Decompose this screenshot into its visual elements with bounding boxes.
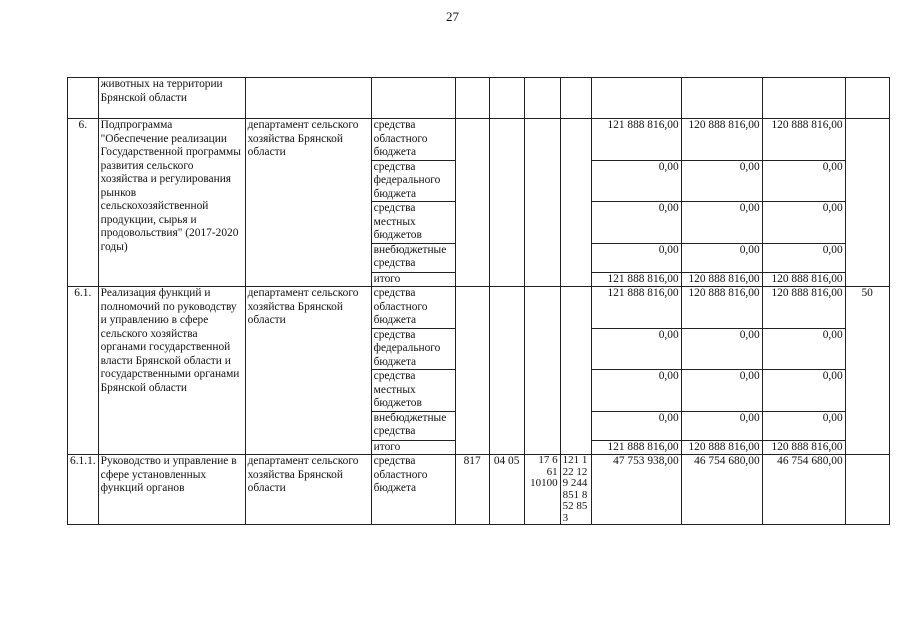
table-row	[68, 78, 890, 119]
value-2019: 46 754 680,00	[681, 455, 762, 525]
value-2019: 0,00	[681, 202, 762, 244]
value-2020: 0,00	[762, 160, 845, 202]
value-2019: 0,00	[681, 243, 762, 272]
value-2020: 0,00	[762, 202, 845, 244]
row-executor: департамент сельского хозяйства Брянской области	[245, 455, 371, 525]
value-2019: 0,00	[681, 328, 762, 370]
value-2018: 47 753 938,00	[591, 455, 681, 525]
row-name: Реализация функций и полномочий по руководству и управлению в сфере сельского хозяйства органами государственной власти Брянской области и государственными органами Брянской области	[98, 287, 245, 455]
table-row	[68, 119, 890, 161]
value-2018: 0,00	[591, 370, 681, 412]
source-label: внебюджетные средства	[371, 243, 455, 272]
row-source	[371, 78, 455, 119]
source-label: средства федерального бюджета	[371, 160, 455, 202]
page-number: 27	[446, 9, 459, 24]
value-2019: 120 888 816,00	[681, 287, 762, 329]
rzpr-code: 04 05	[489, 455, 524, 525]
value-2019: 120 888 816,00	[681, 119, 762, 161]
row-executor: департамент сельского хозяйства Брянской области	[245, 119, 371, 287]
value-2018: 0,00	[591, 328, 681, 370]
source-label: средства местных бюджетов	[371, 370, 455, 412]
target-link	[845, 119, 889, 287]
value-2019: 0,00	[681, 411, 762, 440]
value-2020: 0,00	[762, 328, 845, 370]
table-row	[68, 287, 890, 329]
target-link: 50	[845, 287, 889, 455]
row-executor: департамент сельского хозяйства Брянской области	[245, 287, 371, 455]
value-2020: 0,00	[762, 411, 845, 440]
value-2019: 120 888 816,00	[681, 272, 762, 287]
value-2019: 0,00	[681, 160, 762, 202]
value-2018: 0,00	[591, 160, 681, 202]
value-2018: 121 888 816,00	[591, 440, 681, 455]
source-label: внебюджетные средства	[371, 411, 455, 440]
value-2020: 0,00	[762, 243, 845, 272]
source-label: итого	[371, 272, 455, 287]
value-2020: 46 754 680,00	[762, 455, 845, 525]
grbs-code: 817	[455, 455, 489, 525]
row-name: животных на территории Брянской области	[98, 78, 245, 119]
row-no: 6.1.1.	[68, 455, 99, 525]
vr-code: 121 122 129 244 851 852 853	[560, 455, 591, 525]
value-2020: 120 888 816,00	[762, 272, 845, 287]
source-label: средства федерального бюджета	[371, 328, 455, 370]
value-2018: 0,00	[591, 411, 681, 440]
value-2018: 0,00	[591, 202, 681, 244]
row-no: 6.1.	[68, 287, 99, 455]
budget-table	[67, 77, 890, 525]
csr-code: 17 6 61 10100	[524, 455, 560, 525]
source-label: средства областного бюджета	[371, 455, 455, 525]
value-2018: 0,00	[591, 243, 681, 272]
value-2018: 121 888 816,00	[591, 119, 681, 161]
row-no: 6.	[68, 119, 99, 287]
value-2019: 0,00	[681, 370, 762, 412]
value-2020: 120 888 816,00	[762, 287, 845, 329]
value-2020: 120 888 816,00	[762, 440, 845, 455]
row-name: Руководство и управление в сфере установленных функций органов	[98, 455, 245, 525]
row-executor	[245, 78, 371, 119]
source-label: средства областного бюджета	[371, 119, 455, 161]
row-name: Подпрограмма "Обеспечение реализации Государственной программы развития сельского хозяйства и регулирования рынков сельскохозяйственной продукции, сырья и продовольствия" (2017-2020 годы)	[98, 119, 245, 287]
table-row	[68, 455, 890, 525]
value-2020: 0,00	[762, 370, 845, 412]
value-2018: 121 888 816,00	[591, 287, 681, 329]
value-2019: 120 888 816,00	[681, 440, 762, 455]
value-2018: 121 888 816,00	[591, 272, 681, 287]
row-no	[68, 78, 99, 119]
source-label: средства областного бюджета	[371, 287, 455, 329]
source-label: средства местных бюджетов	[371, 202, 455, 244]
source-label: итого	[371, 440, 455, 455]
value-2020: 120 888 816,00	[762, 119, 845, 161]
